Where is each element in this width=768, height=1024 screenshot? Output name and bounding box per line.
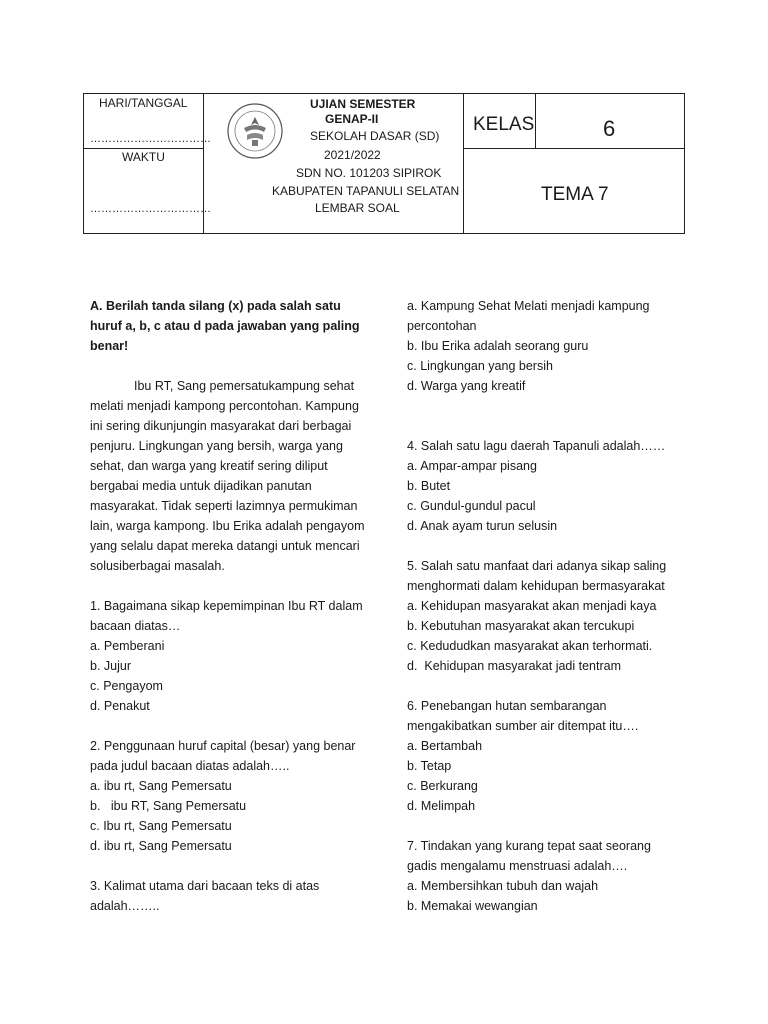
question-5: 5. Salah satu manfaat dari adanya sikap saling menghormati dalam kehidupan bermasyarakat xyxy=(407,559,667,593)
divider xyxy=(535,94,536,148)
q6-option-a: a. Bertambah xyxy=(407,739,483,753)
question-7: 7. Tindakan yang kurang tepat saat seorang gadis mengalamu menstruasi adalah…. xyxy=(407,839,651,873)
kelas-value: 6 xyxy=(603,116,616,141)
divider xyxy=(463,148,684,149)
exam-semester: GENAP-II xyxy=(325,112,379,126)
instruction: A. Berilah tanda silang (x) pada salah satu huruf a, b, c atau d pada jawaban yang paling benar! xyxy=(90,299,360,353)
school-level: SEKOLAH DASAR (SD) xyxy=(310,129,440,143)
regency-name: KABUPATEN TAPANULI SELATAN xyxy=(272,184,460,198)
tut-wuri-handayani-logo xyxy=(226,102,284,160)
q5-option-c: c. Kedududkan masyarakat akan terhormati. xyxy=(407,639,653,653)
school-name: SDN NO. 101203 SIPIROK xyxy=(296,166,442,180)
question-6: 6. Penebangan hutan sembarangan mengakibatkan sumber air ditempat itu…. xyxy=(407,699,639,733)
q2-option-b: b. ibu RT, Sang Pemersatu xyxy=(90,799,247,813)
q4-option-c: c. Gundul-gundul pacul xyxy=(407,499,536,513)
tema-label: TEMA 7 xyxy=(541,184,609,205)
exam-title: UJIAN SEMESTER xyxy=(310,97,416,111)
q3-option-a: a. Kampung Sehat Melati menjadi kampung percontohan xyxy=(407,299,650,333)
q2-option-a: a. ibu rt, Sang Pemersatu xyxy=(90,779,232,793)
q1-option-a: a. Pemberani xyxy=(90,639,165,653)
waktu-dots: …………………………… xyxy=(90,203,211,215)
q6-option-c: c. Berkurang xyxy=(407,779,478,793)
right-column xyxy=(407,296,679,916)
question-1: 1. Bagaimana sikap kepemimpinan Ibu RT dalam bacaan diatas… xyxy=(90,599,363,633)
question-3: 3. Kalimat utama dari bacaan teks di atas adalah…….. xyxy=(90,879,320,913)
q2-option-d: d. ibu rt, Sang Pemersatu xyxy=(90,839,232,853)
question-4: 4. Salah satu lagu daerah Tapanuli adalah…… xyxy=(407,439,666,453)
q5-option-d: d. Kehidupan masyarakat jadi tentram xyxy=(407,659,622,673)
exam-header-table xyxy=(83,93,685,234)
q3-option-d: d. Warga yang kreatif xyxy=(407,379,526,393)
q3-option-b: b. Ibu Erika adalah seorang guru xyxy=(407,339,589,353)
waktu-label: WAKTU xyxy=(122,150,165,164)
q6-option-d: d. Melimpah xyxy=(407,799,476,813)
q5-option-b: b. Kebutuhan masyarakat akan tercukupi xyxy=(407,619,635,633)
hari-tanggal-dots: …………………………… xyxy=(90,133,211,145)
q6-option-b: b. Tetap xyxy=(407,759,452,773)
divider xyxy=(84,148,203,149)
q5-option-a: a. Kehidupan masyarakat akan menjadi kaya xyxy=(407,599,657,613)
hari-tanggal-label: HARI/TANGGAL xyxy=(99,96,188,110)
q1-option-b: b. Jujur xyxy=(90,659,131,673)
lembar-soal: LEMBAR SOAL xyxy=(315,201,400,215)
reading-passage: Ibu RT, Sang pemersatukampung sehat melati menjadi kampong percontohan. Kampung ini sering dikunjungin masyarakat dari berbagai penjuru. Lingkungan yang bersih, warga yang sehat, dan warga yang kreatif sering diliput bergabai media untuk dijadikan panutan masyarakat. Tidak seperti lazimnya permukiman lain, warga kampong. Ibu Erika adalah pengayom yang selalu dapat mereka datangi untuk mencari solusiberbagai masalah. xyxy=(90,379,365,573)
school-year: 2021/2022 xyxy=(324,148,381,162)
q1-option-d: d. Penakut xyxy=(90,699,150,713)
kelas-label: KELAS xyxy=(473,114,535,135)
q4-option-d: d. Anak ayam turun selusin xyxy=(407,519,558,533)
question-2: 2. Penggunaan huruf capital (besar) yang benar pada judul bacaan diatas adalah….. xyxy=(90,739,356,773)
q7-option-b: b. Memakai wewangian xyxy=(407,899,538,913)
q2-option-c: c. Ibu rt, Sang Pemersatu xyxy=(90,819,232,833)
divider xyxy=(463,94,464,233)
q4-option-a: a. Ampar-ampar pisang xyxy=(407,459,537,473)
left-column xyxy=(90,296,368,916)
q7-option-a: a. Membersihkan tubuh dan wajah xyxy=(407,879,599,893)
q4-option-b: b. Butet xyxy=(407,479,451,493)
q3-option-c: c. Lingkungan yang bersih xyxy=(407,359,553,373)
q1-option-c: c. Pengayom xyxy=(90,679,163,693)
